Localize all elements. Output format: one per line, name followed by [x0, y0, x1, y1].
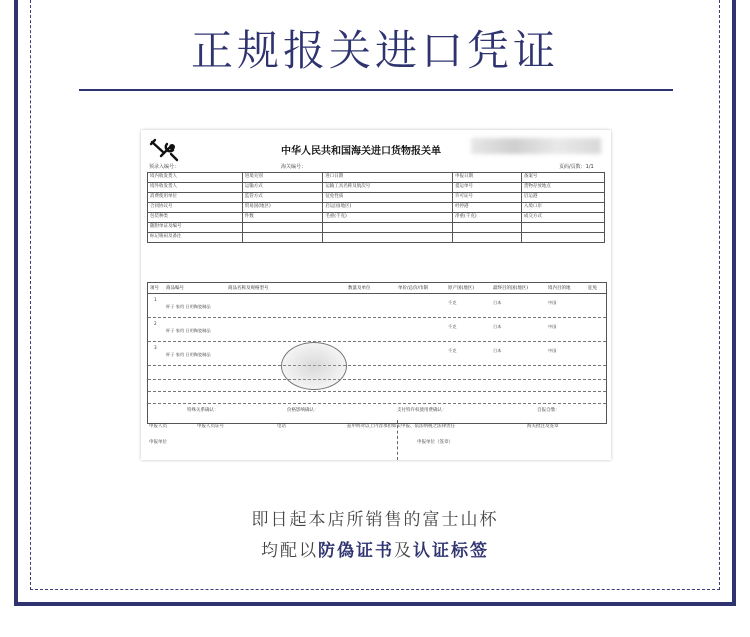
header-table-cell: 监管方式: [242, 193, 323, 203]
royalty-label: 支付特许权使用费确认：: [397, 408, 447, 413]
goods-col-no: 项号: [150, 286, 159, 291]
goods-row: [148, 343, 606, 366]
goods-table-header: [148, 283, 606, 294]
declaration-header-table: [147, 172, 605, 243]
goods-item-desc: 杯子 家用 日用陶瓷制品: [166, 304, 211, 309]
goods-item-qty: 千克: [448, 348, 457, 353]
caption-prefix: 均配以: [261, 541, 318, 561]
authentication-label-text: 认证标签: [413, 541, 489, 561]
goods-blank-line: [148, 391, 606, 392]
caption-conjunction: 及: [394, 541, 413, 561]
header-table-cell: 备案号: [521, 173, 604, 183]
header-table-cell: 境内收发货人: [148, 173, 243, 183]
declarant-id-label: 申报人员证号: [197, 424, 224, 429]
declarant-label: 申报人员: [149, 424, 167, 429]
self-report-label: 自报自缴：: [537, 408, 560, 413]
document-heading: 中华人民共和国海关进口货物报关单: [281, 146, 441, 157]
header-table-cell: 运输工具名称及航次号: [323, 183, 453, 193]
header-table-cell: [453, 223, 522, 233]
goods-item-origin: 日本: [493, 324, 502, 329]
header-table-cell: 标记唛码及备注: [148, 233, 243, 243]
declaration-confirmations: [147, 404, 605, 416]
declaring-unit-seal-label: 申报单位（签章）: [417, 440, 453, 445]
customs-annotation-label: 海关批注及签章: [527, 424, 559, 429]
header-table-cell: 境外收发货人: [148, 183, 243, 193]
header-table-cell: 净重(千克): [453, 213, 522, 223]
goods-item-origin: 日本: [493, 300, 502, 305]
header-table-row: [148, 213, 605, 223]
special-relation-label: 特殊关系确认：: [187, 408, 219, 413]
header-table-cell: 件数: [242, 213, 323, 223]
header-table-cell: [521, 233, 604, 243]
goods-col-origin: 原产国(地区): [448, 286, 475, 291]
header-table-cell: 进境关别: [242, 173, 323, 183]
goods-item-dest: 中国: [548, 324, 557, 329]
header-table-cell: 申报日期: [453, 173, 522, 183]
declaring-unit-row: [147, 436, 605, 448]
goods-item-dest: 中国: [548, 348, 557, 353]
price-effect-label: 价格影响确认：: [287, 408, 319, 413]
anti-counterfeit-certificate-text: 防偽证书: [318, 541, 394, 561]
declarant-info-row: [147, 420, 605, 432]
header-table-cell: 提运单号: [453, 183, 522, 193]
header-table-row: [148, 193, 605, 203]
goods-col-domestic-dest: 境内目的地: [548, 286, 571, 291]
goods-col-final-dest: 最终目的国(地区): [493, 286, 529, 291]
goods-item-desc: 杯子 家用 日用陶瓷制品: [166, 352, 211, 357]
header-table-cell: 毛重(千克): [323, 213, 453, 223]
pre-entry-number-label: 预录入编号：: [149, 164, 180, 170]
header-table-cell: [453, 233, 522, 243]
header-table-cell: 运输方式: [242, 183, 323, 193]
header-table-cell: [323, 233, 453, 243]
goods-item-no: 1: [154, 297, 157, 302]
customs-emblem-icon: [149, 138, 179, 162]
customs-seal-stamp: [281, 342, 347, 390]
header-table-cell: 包装种类: [148, 213, 243, 223]
footer-divider: [397, 420, 398, 460]
caption-line-2: [0, 536, 750, 561]
goods-col-code: 商品编号: [166, 286, 184, 291]
header-table-cell: 进口日期: [323, 173, 453, 183]
header-table-cell: 贸易国(地区): [242, 203, 323, 213]
header-table-cell: 货物存放地点: [521, 183, 604, 193]
header-table-cell: 随附单证及编号: [148, 223, 243, 233]
goods-col-price: 单价/总价/币制: [398, 286, 429, 291]
header-table-cell: [521, 223, 604, 233]
goods-item-no: 2: [154, 321, 157, 326]
header-table-cell: 经停港: [453, 203, 522, 213]
customs-number-label: 海关编号：: [281, 164, 307, 170]
goods-item-qty: 千克: [448, 324, 457, 329]
goods-col-qty: 数量及单位: [348, 286, 371, 291]
header-table-cell: 合同协议号: [148, 203, 243, 213]
legal-statement: 兹申明对以上内容承担如实申报、依法纳税之法律责任: [347, 424, 455, 429]
header-table-cell: 启运港: [521, 193, 604, 203]
goods-row: [148, 319, 606, 342]
header-table-row: [148, 233, 605, 243]
goods-item-dest: 中国: [548, 300, 557, 305]
goods-item-no: 3: [154, 345, 157, 350]
header-table-cell: 征免性质: [323, 193, 453, 203]
page-count: 页码/页数：1/1: [559, 164, 594, 170]
header-table-cell: 启运国(地区): [323, 203, 453, 213]
header-table-cell: 许可证号: [453, 193, 522, 203]
header-table-cell: [242, 233, 323, 243]
title-divider: [79, 89, 673, 91]
goods-item-origin: 日本: [493, 348, 502, 353]
page-title: 正规报关进口凭证: [190, 26, 559, 75]
phone-label: 电话: [277, 424, 286, 429]
header-table-row: [148, 223, 605, 233]
header-table-row: [148, 203, 605, 213]
header-table-row: [148, 173, 605, 183]
declaring-unit-label: 申报单位: [149, 440, 167, 445]
header-table-cell: 入境口岸: [521, 203, 604, 213]
goods-row: [148, 295, 606, 318]
customs-declaration-document: [141, 130, 611, 460]
goods-col-desc: 商品名称及规格型号: [228, 286, 269, 291]
header-table-cell: 消费使用单位: [148, 193, 243, 203]
header-table-row: [148, 183, 605, 193]
goods-blank-line: [148, 379, 606, 380]
goods-table: [147, 282, 607, 424]
goods-item-desc: 杯子 家用 日用陶瓷制品: [166, 328, 211, 333]
goods-item-qty: 千克: [448, 300, 457, 305]
header-table-cell: [242, 223, 323, 233]
header-table-cell: [323, 223, 453, 233]
caption-line-1: 即日起本店所销售的富士山杯: [251, 510, 499, 530]
goods-col-exemption: 征免: [588, 286, 597, 291]
redacted-barcode: [471, 138, 601, 154]
header-table-cell: 成交方式: [521, 213, 604, 223]
